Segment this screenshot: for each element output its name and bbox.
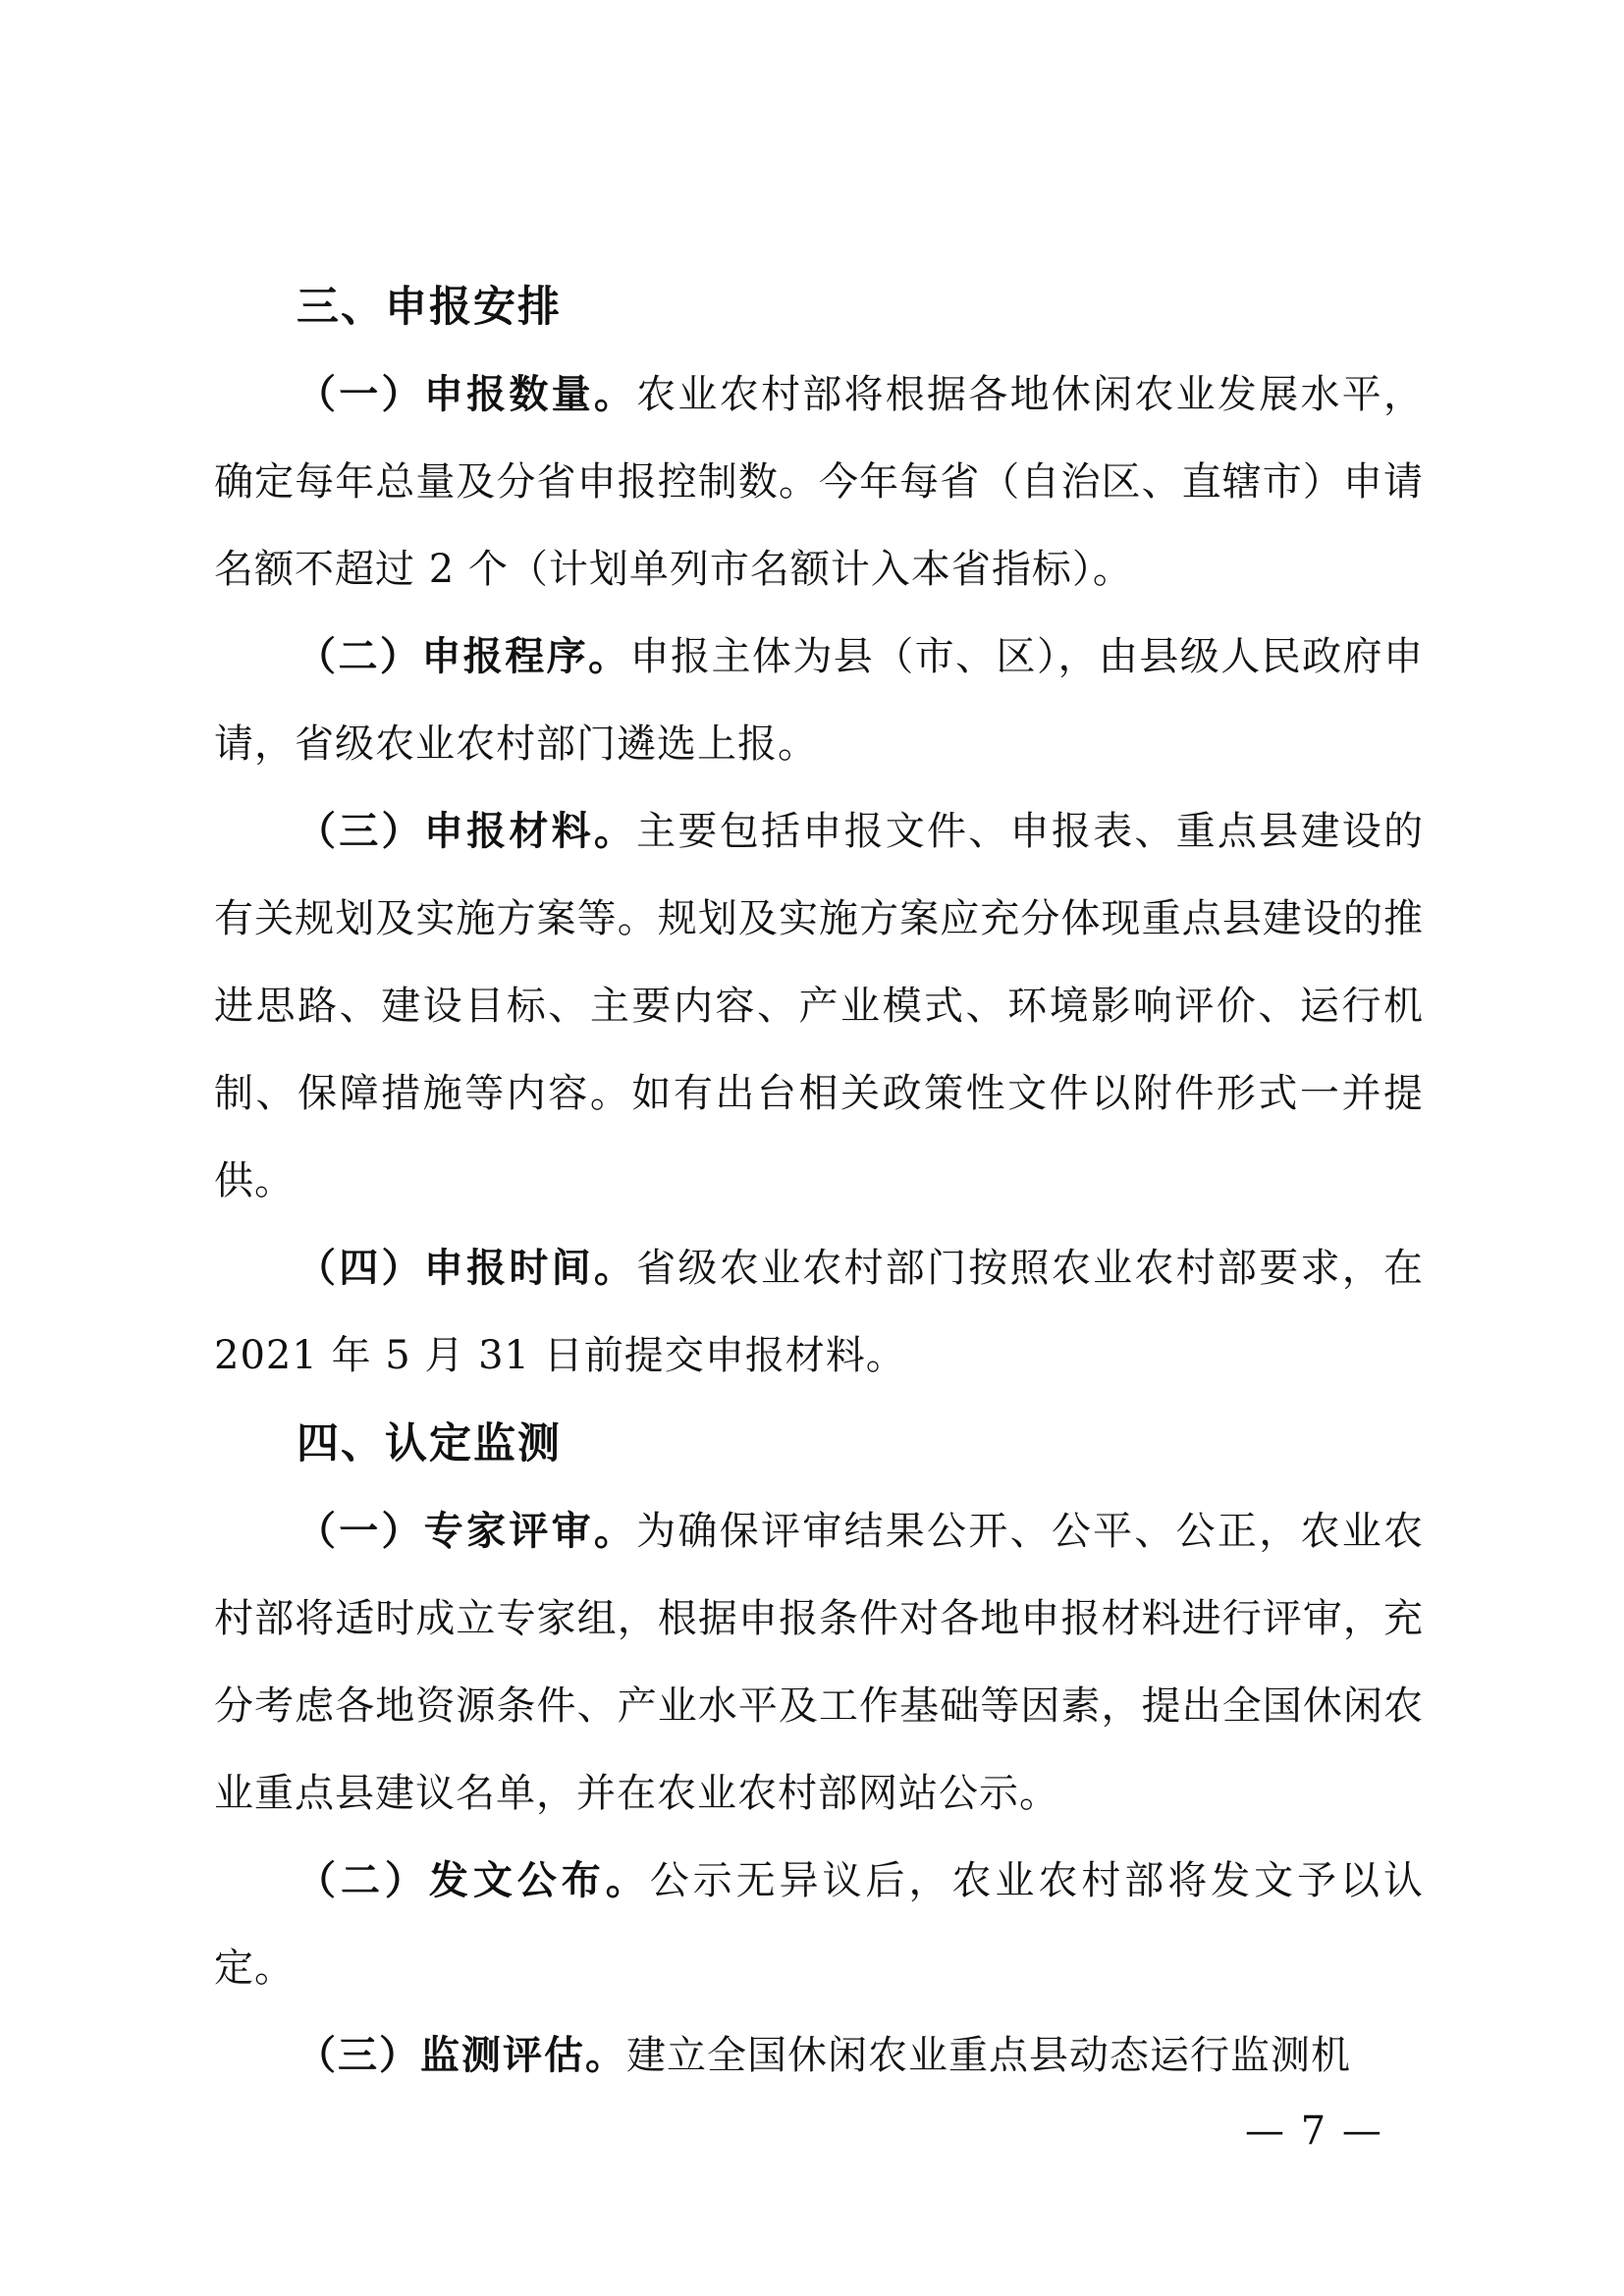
paragraph-lead: （二）申报程序。	[297, 634, 630, 679]
paragraph	[214, 614, 1424, 788]
paragraph-lead: （一）申报数量。	[297, 372, 637, 417]
paragraph-lead: （三）监测评估。	[297, 2033, 626, 2078]
paragraph-lead: （一）专家评审。	[297, 1509, 637, 1554]
paragraph-text: 农业农村部将根据各地休闲农业发展水平，确定每年总量及分省申报控制数。今年每省（自治区、直辖市）申请名额不超过 2 个（计划单列市名额计入本省指标）。	[214, 372, 1425, 592]
paragraph	[214, 1225, 1424, 1400]
paragraph	[214, 2012, 1424, 2100]
paragraph-text: 公示无异议后，农业农村部将发文予以认定。	[214, 1858, 1425, 1991]
document-body	[214, 263, 1424, 2100]
section-heading: 四、认定监测	[297, 1419, 562, 1468]
section-heading: 三、申报安排	[297, 283, 562, 332]
paragraph	[214, 1488, 1424, 1838]
paragraph-lead: （二）发文公布。	[297, 1858, 650, 1903]
paragraph	[214, 351, 1424, 614]
paragraph-text: 为确保评审结果公开、公平、公正，农业农村部将适时成立专家组，根据申报条件对各地申报材料进行评审，充分考虑各地资源条件、产业水平及工作基础等因素，提出全国休闲农业重点县建议名单，并在农业农村部网站公示。	[214, 1509, 1425, 1816]
paragraph-text: 省级农业农村部门按照农业农村部要求，在 2021 年 5 月 31 日前提交申报材料。	[214, 1246, 1425, 1378]
paragraph-lead: （四）申报时间。	[297, 1246, 637, 1291]
paragraph-lead: （三）申报材料。	[297, 809, 637, 854]
paragraph	[214, 1838, 1424, 2012]
paragraph-text: 申报主体为县（市、区），由县级人民政府申请，省级农业农村部门遴选上报。	[214, 634, 1425, 767]
paragraph	[214, 788, 1424, 1225]
paragraph-text: 建立全国休闲农业重点县动态运行监测机	[626, 2033, 1351, 2078]
paragraph-text: 主要包括申报文件、申报表、重点县建设的有关规划及实施方案等。规划及实施方案应充分体现重点县建设的推进思路、建设目标、主要内容、产业模式、环境影响评价、运行机制、保障措施等内容。如有出台相关政策性文件以附件形式一并提供。	[214, 809, 1425, 1203]
page-number: — 7 —	[1245, 2109, 1383, 2154]
